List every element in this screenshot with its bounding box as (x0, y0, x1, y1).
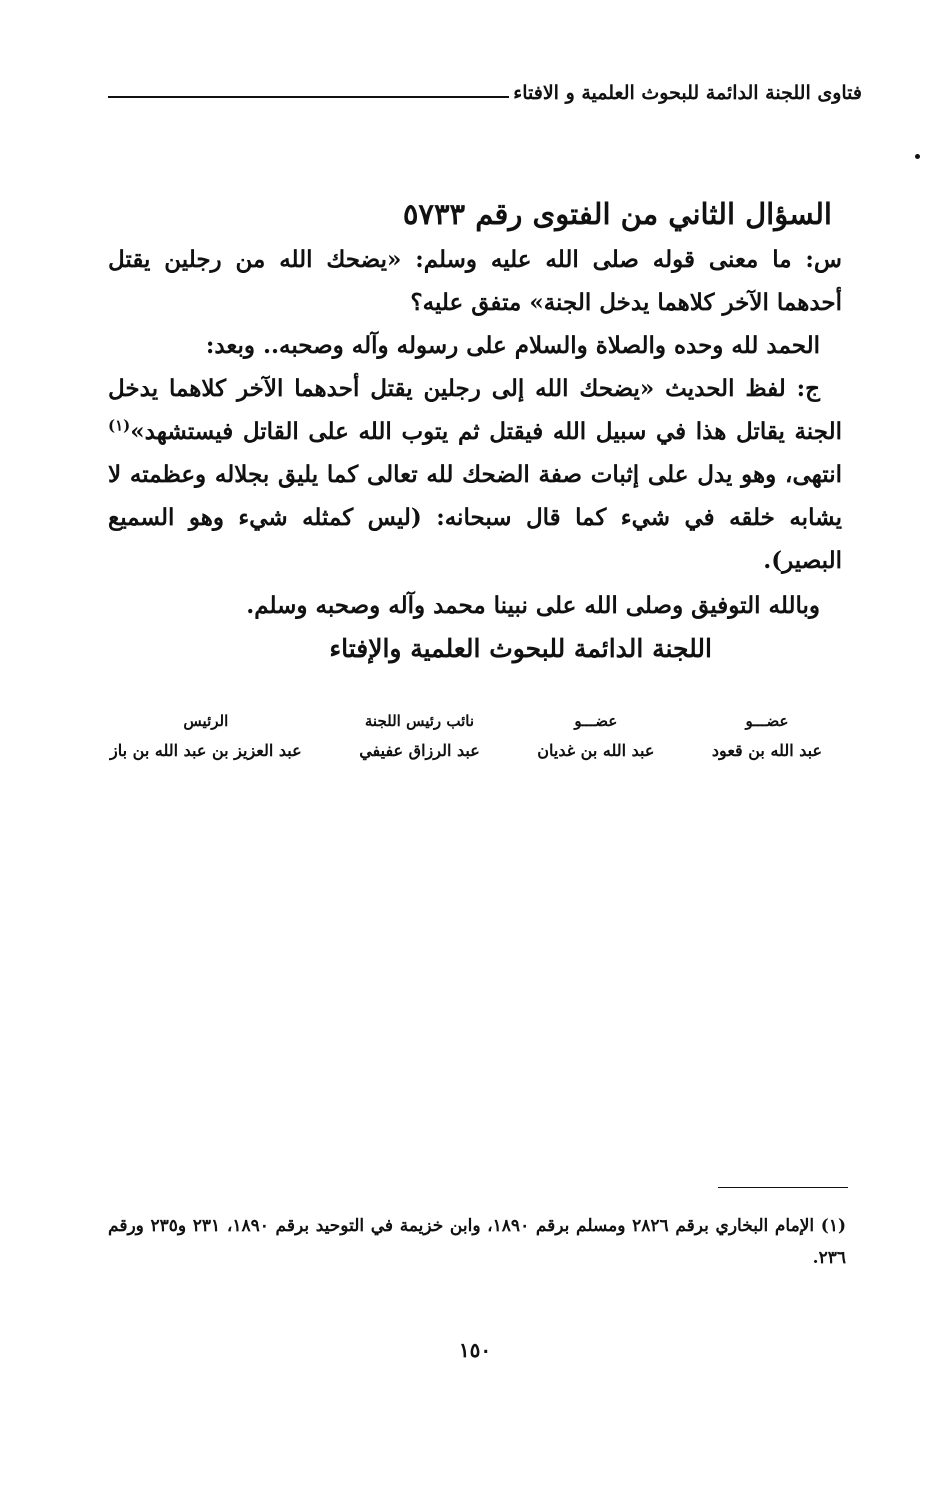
signature-block (110, 706, 822, 766)
signature-role: الرئيس (183, 712, 229, 730)
signature-vice-chairman (359, 706, 480, 766)
committee-name: اللجنة الدائمة للبحوث العلمية والإفتاء (329, 634, 712, 663)
closing-line: وبالله التوفيق وصلى الله على نبينا محمد وآله وصحبه وسلم. (246, 592, 820, 619)
signature-chairman (110, 706, 302, 766)
header-rule (108, 96, 509, 98)
signature-role: عضـــو (745, 712, 789, 730)
answer-paragraph (108, 367, 842, 582)
footnote-separator (718, 1187, 848, 1188)
answer-text-part2: انتهى، وهو يدل على إثبات صفة الضحك لله تعالى كما يليق بجلاله وعظمته لا يشابه خلقه في شيء كما قال سبحانه: (ليس كمثله شيء وهو السميع البصير). (108, 461, 842, 574)
footnote-text: (١) الإمام البخاري برقم ٢٨٢٦ ومسلم برقم ١٨٩٠، وابن خزيمة في التوحيد برقم ١٨٩٠، ٢٣١ و٢٣٥ ورقم ٢٣٦. (108, 1216, 846, 1268)
signature-name: عبد الله بن غديان (537, 741, 655, 760)
question-paragraph: س: ما معنى قوله صلى الله عليه وسلم: «يضحك الله من رجلين يقتل أحدهما الآخر كلاهما يدخل الجنة» متفق عليه؟ (108, 246, 842, 316)
signature-member-2 (537, 706, 654, 766)
fatwa-body (108, 192, 842, 671)
answer-text-part1: ج: لفظ الحديث «يضحك الله إلى رجلين يقتل أحدهما الآخر كلاهما يدخل الجنة يقاتل هذا في سبيل الله فيقتل ثم يتوب الله على القاتل فيستشهد» (108, 375, 842, 445)
header-title: فتاوى اللجنة الدائمة للبحوث العلمية و الافتاء (513, 82, 862, 104)
signature-name: عبد الرزاق عفيفي (359, 741, 480, 760)
fatwa-title: السؤال الثاني من الفتوى رقم ٥٧٣٣ (402, 197, 832, 231)
signature-member-1 (712, 706, 822, 766)
signature-role: عضـــو (574, 712, 618, 730)
running-header (108, 82, 862, 104)
footnote-reference: (١) (108, 416, 131, 435)
praise-paragraph: الحمد لله وحده والصلاة والسلام على رسوله وآله وصحبه.. وبعد: (205, 332, 820, 359)
signature-role: نائب رئيس اللجنة (364, 712, 475, 730)
stray-dot-mark (915, 154, 920, 159)
signature-name: عبد الله بن قعود (711, 741, 822, 760)
signature-name: عبد العزيز بن عبد الله بن باز (110, 741, 302, 760)
page-number: ١٥٠ (458, 1338, 492, 1362)
